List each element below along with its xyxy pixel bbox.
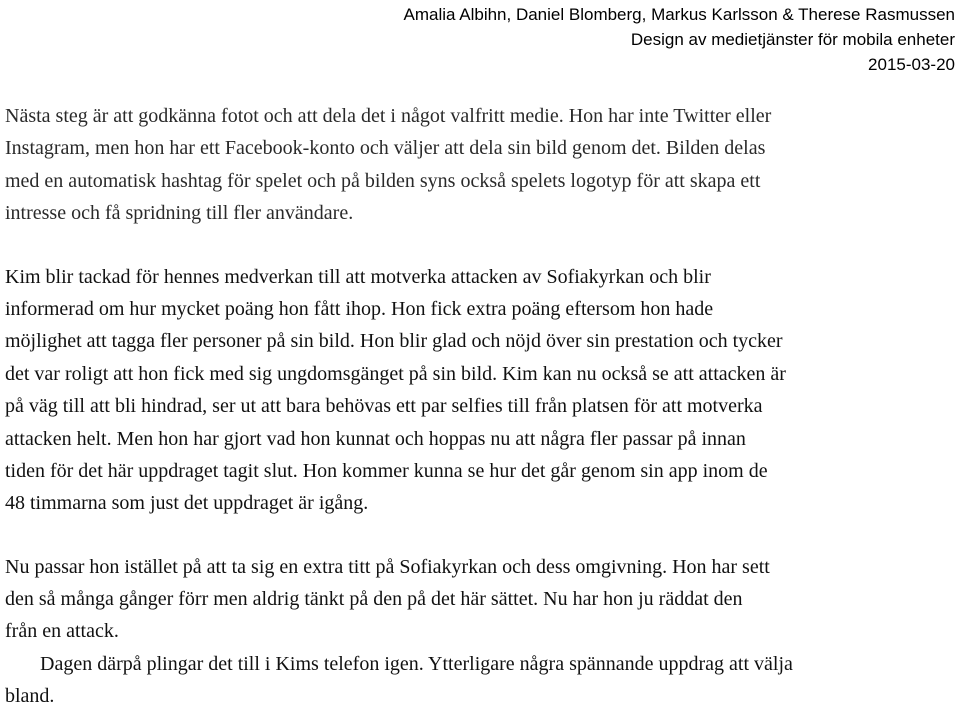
paragraph-line: bland. [5, 685, 55, 708]
header-course-title: Design av medietjänster för mobila enheter [630, 30, 955, 49]
header-date: 2015-03-20 [868, 55, 955, 74]
body-paragraph [5, 551, 955, 648]
paragraph-line: informerad om hur mycket poäng hon fått ihop. Hon fick extra poäng eftersom hon hade [5, 297, 714, 320]
paragraph-line: Nästa steg är att godkänna fotot och att dela det i något valfritt medie. Hon har inte Twitter eller [5, 105, 772, 127]
paragraph-line: på väg till att bli hindrad, ser ut att bara behövas ett par selfies till från platsen för att motverka [5, 395, 763, 418]
document-body [5, 100, 955, 713]
paragraph-line: Kim blir tackad för hennes medverkan till att motverka attacken av Sofiakyrkan och blir [5, 265, 711, 288]
paragraph-line: det var roligt att hon fick med sig ungdomsgänget på sin bild. Kim kan nu också se att attacken är [5, 362, 786, 385]
paragraph-line: 48 timmarna som just det uppdraget är igång. [5, 492, 369, 515]
paragraph-line: den så många gånger förr men aldrig tänkt på den på det här sättet. Nu har hon ju räddat den [5, 588, 743, 611]
paragraph-line: tiden för det här uppdraget tagit slut. Hon kommer kunna se hur det går genom sin app inom de [5, 459, 768, 482]
paragraph-line: från en attack. [5, 620, 119, 643]
paragraph-line: möjlighet att tagga fler personer på sin bild. Hon blir glad och nöjd över sin prestation och tycker [5, 330, 783, 353]
paragraph-line: intresse och få spridning till fler användare. [5, 202, 354, 225]
paragraph-line: Dagen därpå plingar det till i Kims telefon igen. Ytterligare några spännande uppdrag att välja [40, 652, 793, 675]
paragraph-line: Instagram, men hon har ett Facebook-konto och väljer att dela sin bild genom det. Bilden delas [5, 137, 766, 160]
page-header [15, 2, 955, 77]
header-authors: Amalia Albihn, Daniel Blomberg, Markus Karlsson & Therese Rasmussen [403, 5, 955, 24]
paragraph-line: Nu passar hon istället på att ta sig en extra titt på Sofiakyrkan och dess omgivning. Hon har sett [5, 555, 770, 578]
body-paragraph [5, 100, 955, 230]
body-paragraph [5, 648, 955, 713]
paragraph-line: med en automatisk hashtag för spelet och på bilden syns också spelets logotyp för att skapa ett [5, 169, 761, 192]
body-paragraph [5, 261, 955, 520]
paragraph-line: attacken helt. Men hon har gjort vad hon kunnat och hoppas nu att några fler passar på innan [5, 427, 746, 450]
